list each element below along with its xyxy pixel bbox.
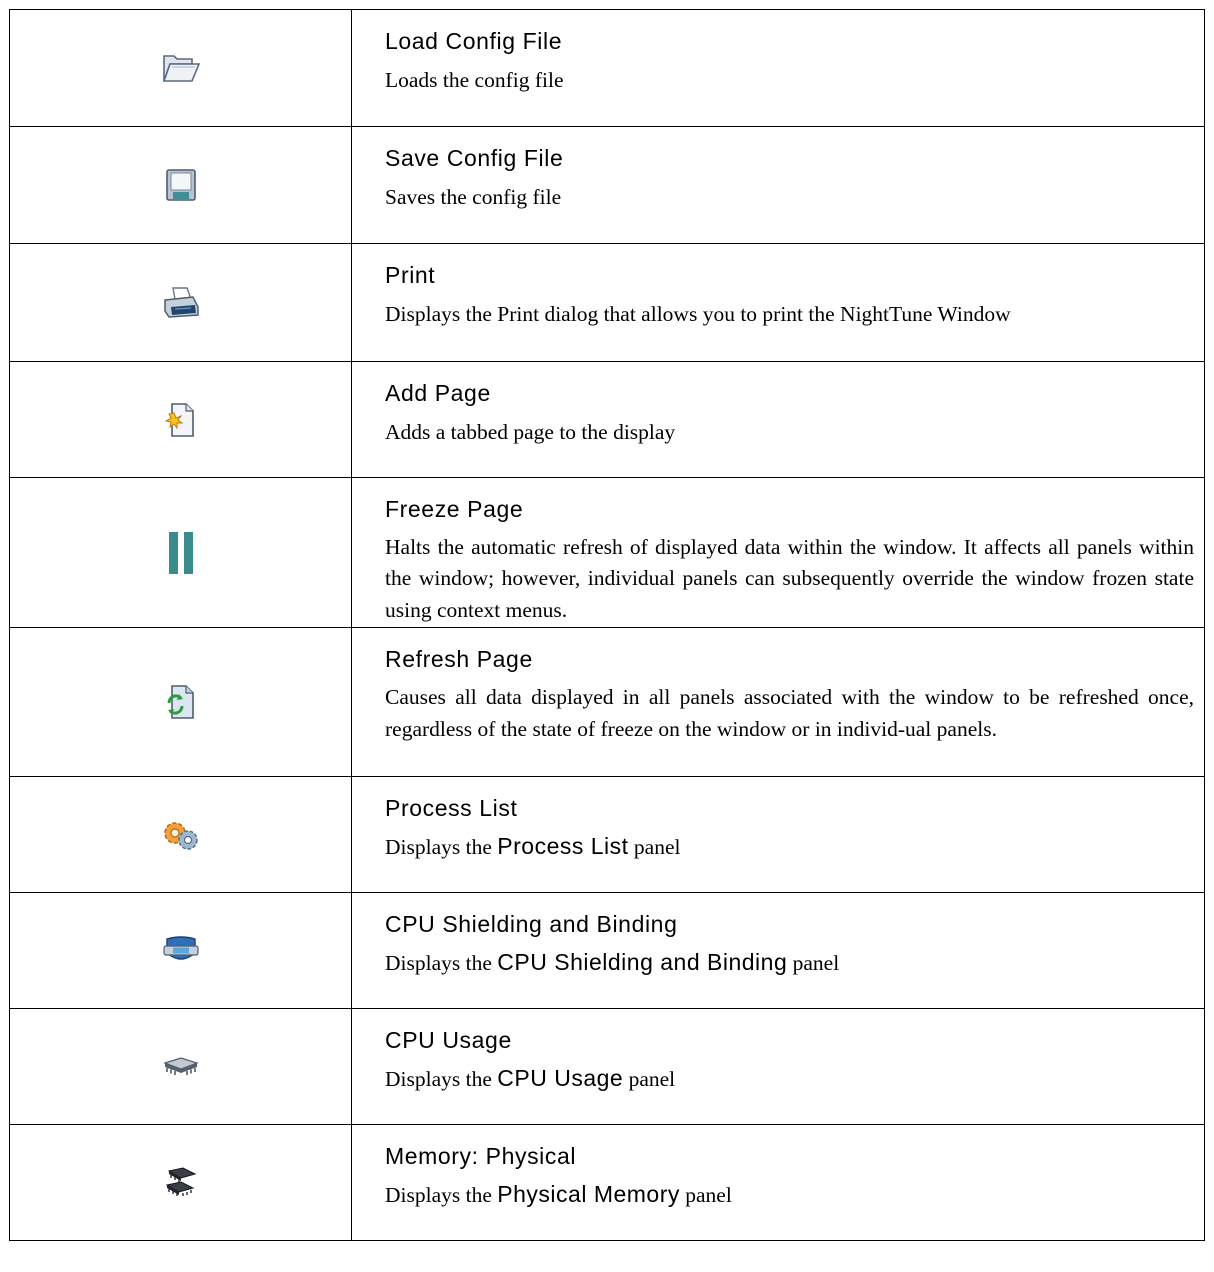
icon-cell bbox=[10, 777, 352, 893]
gears-icon bbox=[161, 818, 201, 852]
text-cell bbox=[352, 10, 1205, 127]
text-cell bbox=[352, 893, 1205, 1009]
row-title: Memory: Physical bbox=[385, 1143, 577, 1169]
table-row bbox=[10, 244, 1205, 362]
text-cell bbox=[352, 628, 1205, 777]
row-title: Freeze Page bbox=[385, 496, 524, 522]
text-cell bbox=[352, 1125, 1205, 1241]
toolbar-icon-table bbox=[9, 9, 1205, 1241]
printer-icon bbox=[161, 285, 201, 321]
row-description: Displays the Physical Memory panel bbox=[385, 1181, 732, 1207]
icon-cell bbox=[10, 362, 352, 478]
add-page-icon bbox=[164, 401, 198, 439]
icon-cell bbox=[10, 10, 352, 127]
table-row bbox=[10, 362, 1205, 478]
open-folder-icon bbox=[161, 51, 201, 85]
row-description: Adds a tabbed page to the display bbox=[385, 420, 676, 444]
table-row bbox=[10, 777, 1205, 893]
text-cell bbox=[352, 127, 1205, 244]
row-description: Displays the CPU Usage panel bbox=[385, 1065, 676, 1091]
row-title: Print bbox=[385, 262, 436, 288]
row-title: CPU Shielding and Binding bbox=[385, 911, 678, 937]
table-row bbox=[10, 478, 1205, 628]
row-title: Add Page bbox=[385, 380, 491, 406]
table-row bbox=[10, 10, 1205, 127]
row-description: Displays the CPU Shielding and Binding panel bbox=[385, 949, 840, 975]
table-row bbox=[10, 1125, 1205, 1241]
icon-cell bbox=[10, 628, 352, 777]
row-title: Process List bbox=[385, 795, 518, 821]
text-cell bbox=[352, 362, 1205, 478]
pause-icon bbox=[164, 530, 198, 576]
icon-cell bbox=[10, 1125, 352, 1241]
row-description: Loads the config file bbox=[385, 68, 564, 92]
row-title: Save Config File bbox=[385, 145, 564, 171]
cpu-chip-icon bbox=[161, 1055, 201, 1079]
table-row bbox=[10, 628, 1205, 777]
row-description: Displays the Process List panel bbox=[385, 833, 681, 859]
text-cell bbox=[352, 478, 1205, 628]
row-description: Causes all data displayed in all panels associated with the window to be refreshed once, regardless of the state of freeze on the window or in individ-ual panels. bbox=[385, 685, 1194, 741]
icon-cell bbox=[10, 244, 352, 362]
floppy-disk-icon bbox=[164, 167, 198, 203]
refresh-page-icon bbox=[164, 683, 198, 721]
text-cell bbox=[352, 1009, 1205, 1125]
table-row bbox=[10, 1009, 1205, 1125]
row-description: Saves the config file bbox=[385, 185, 562, 209]
row-title: Load Config File bbox=[385, 28, 563, 54]
icon-cell bbox=[10, 1009, 352, 1125]
shield-icon bbox=[161, 935, 201, 967]
row-description: Halts the automatic refresh of displayed data within the window. It affects all panels within the window; however, individual panels can subsequently override the window frozen state using context menus. bbox=[385, 535, 1194, 622]
table-row bbox=[10, 893, 1205, 1009]
row-title: CPU Usage bbox=[385, 1027, 512, 1053]
memory-chips-icon bbox=[161, 1166, 201, 1200]
icon-cell bbox=[10, 127, 352, 244]
text-cell bbox=[352, 777, 1205, 893]
table-row bbox=[10, 127, 1205, 244]
icon-cell bbox=[10, 478, 352, 628]
row-title: Refresh Page bbox=[385, 646, 533, 672]
row-description: Displays the Print dialog that allows you to print the NightTune Window bbox=[385, 302, 1011, 326]
text-cell bbox=[352, 244, 1205, 362]
icon-cell bbox=[10, 893, 352, 1009]
